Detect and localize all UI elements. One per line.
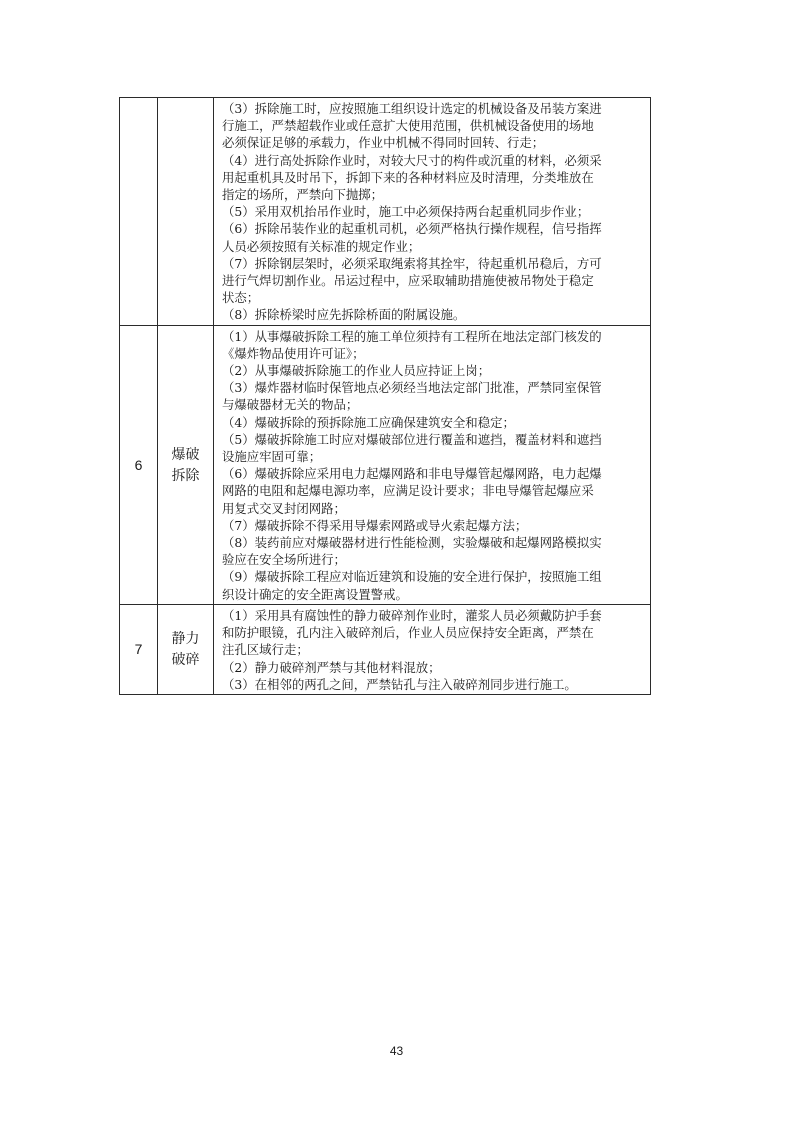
row-content — [214, 604, 651, 694]
row-category — [158, 325, 214, 604]
content-line: 《爆炸物品使用许可证》； — [222, 345, 365, 361]
content-line: （5）采用双机抬吊作业时，施工中必须保持两台起重机同步作业； — [222, 204, 590, 220]
content-line: 必须保证足够的承载力，作业中机械不得同时回转、行走； — [222, 135, 545, 151]
content-line: （8）拆除桥梁时应先拆除桥面的附属设施。 — [222, 307, 466, 323]
row-number: 7 — [120, 604, 158, 694]
content-line: （7）拆除钢层架时，必须采取绳索将其拴牢，待起重机吊稳后，方可 — [222, 255, 602, 271]
content-line: （1）从事爆破拆除工程的施工单位须持有工程所在地法定部门核发的 — [222, 328, 602, 344]
content-line: 用复式交叉封闭网路； — [222, 500, 346, 516]
content-line: （8）装药前应对爆破器材进行性能检测，实验爆破和起爆网路模拟实 — [222, 535, 602, 551]
content-line: 指定的场所，严禁向下抛掷； — [222, 187, 384, 203]
row-content — [214, 98, 651, 326]
table-row — [120, 98, 651, 326]
content-line: （6）拆除吊装作业的起重机司机，必须严格执行操作规程，信号指挥 — [222, 221, 602, 237]
content-line: （2）静力破碎剂严禁与其他材料混放； — [222, 659, 441, 675]
content-line: 注孔区域行走； — [222, 642, 309, 658]
content-line: 验应在安全场所进行； — [222, 552, 346, 568]
content-line: （2）从事爆破拆除施工的作业人员应持证上岗； — [222, 363, 491, 379]
content-line: （9）爆破拆除工程应对临近建筑和设施的安全进行保护，按照施工组 — [222, 569, 602, 585]
table-row — [120, 325, 651, 604]
row-category — [158, 604, 214, 694]
row-content — [214, 325, 651, 604]
category-line: 爆破 — [171, 445, 200, 462]
requirements-table — [119, 97, 651, 695]
content-line: 网路的电阻和起爆电源功率，应满足设计要求；非电导爆管起爆应采 — [222, 483, 594, 499]
content-line: （4）爆破拆除的预拆除施工应确保建筑安全和稳定； — [222, 414, 515, 430]
category-line: 静力 — [171, 630, 200, 647]
table-row — [120, 604, 651, 694]
content-line: 设施应牢固可靠； — [222, 449, 322, 465]
category-line: 破碎 — [171, 651, 200, 668]
content-line: （1）采用具有腐蚀性的静力破碎剂作业时，灌浆人员必须戴防护手套 — [222, 607, 602, 623]
content-line: （7）爆破拆除不得采用导爆索网路或导火索起爆方法； — [222, 517, 528, 533]
content-line: 与爆破器材无关的物品； — [222, 397, 359, 413]
content-line: （4）进行高处拆除作业时，对较大尺寸的构件或沉重的材料，必须采 — [222, 152, 602, 168]
content-line: 织设计确定的安全距离设置警戒。 — [222, 586, 408, 602]
row-category — [158, 98, 214, 326]
content-line: 状态； — [222, 290, 260, 306]
content-line: 行施工，严禁超载作业或任意扩大使用范围，供机械设备使用的场地 — [222, 118, 594, 134]
category-line: 拆除 — [171, 466, 200, 483]
content-line: （3）爆炸器材临时保管地点必须经当地法定部门批准，严禁同室保管 — [222, 380, 602, 396]
content-line: 用起重机具及时吊下，拆卸下来的各种材料应及时清理，分类堆放在 — [222, 169, 594, 185]
content-line: （5）爆破拆除施工时应对爆破部位进行覆盖和遮挡，覆盖材料和遮挡 — [222, 431, 602, 447]
content-line: 和防护眼镜，孔内注入破碎剂后，作业人员应保持安全距离，严禁在 — [222, 625, 594, 641]
content-line: （3）拆除施工时，应按照施工组织设计选定的机械设备及吊装方案进 — [222, 101, 602, 116]
content-line: （3）在相邻的两孔之间，严禁钻孔与注入破碎剂同步进行施工。 — [222, 676, 577, 692]
row-number: 6 — [120, 325, 158, 604]
page-number: 43 — [389, 1044, 404, 1058]
content-line: 进行气焊切割作业。吊运过程中，应采取辅助措施使被吊物处于稳定 — [222, 273, 594, 289]
row-number — [120, 98, 158, 326]
content-line: 人员必须按照有关标准的规定作业； — [222, 238, 421, 254]
content-line: （6）爆破拆除应采用电力起爆网路和非电导爆管起爆网路，电力起爆 — [222, 466, 602, 482]
